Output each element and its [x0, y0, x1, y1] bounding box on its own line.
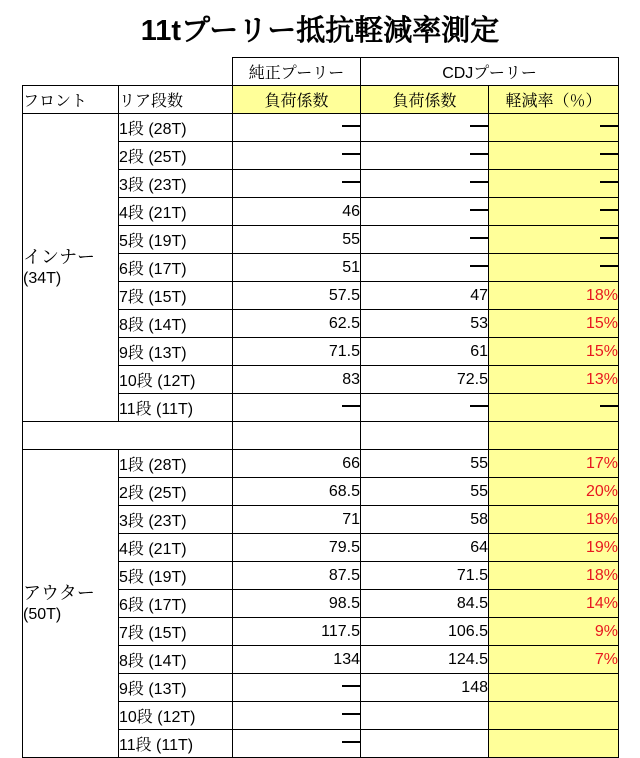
separator-left: [23, 422, 233, 450]
dash-mark: [600, 237, 618, 239]
cell-cdj-load: 84.5: [361, 590, 489, 618]
cell-reduction-rate: [489, 702, 619, 730]
cell-reduction-rate: [489, 226, 619, 254]
cell-reduction-rate: [489, 254, 619, 282]
cell-reduction-rate: 18%: [489, 282, 619, 310]
cell-junsei-load: 68.5: [233, 478, 361, 506]
cell-junsei-load: 55: [233, 226, 361, 254]
cell-junsei-load: [233, 170, 361, 198]
dash-mark: [470, 265, 488, 267]
cell-junsei-load: 66: [233, 450, 361, 478]
group-label-outer: [23, 450, 119, 758]
cell-cdj-load: [361, 254, 489, 282]
cell-rear-stage: 11段 (11T): [119, 394, 233, 422]
cell-cdj-load: [361, 226, 489, 254]
dash-mark: [342, 125, 360, 127]
cell-rear-stage: 2段 (25T): [119, 478, 233, 506]
cell-junsei-load: 46: [233, 198, 361, 226]
cell-rear-stage: 6段 (17T): [119, 254, 233, 282]
cell-reduction-rate: 18%: [489, 562, 619, 590]
cell-reduction-rate: 15%: [489, 310, 619, 338]
cell-cdj-load: [361, 142, 489, 170]
column-header-reduction: 軽減率（％）: [489, 86, 619, 114]
cell-cdj-load: [361, 730, 489, 758]
cell-reduction-rate: [489, 170, 619, 198]
cell-rear-stage: 1段 (28T): [119, 114, 233, 142]
cell-junsei-load: 87.5: [233, 562, 361, 590]
cell-reduction-rate: 15%: [489, 338, 619, 366]
column-header-cdj-load: 負荷係数: [361, 86, 489, 114]
table-group-header-row: [23, 58, 619, 86]
cell-cdj-load: [361, 394, 489, 422]
cell-reduction-rate: 9%: [489, 618, 619, 646]
column-header-front: フロント: [23, 86, 119, 114]
cell-rear-stage: 3段 (23T): [119, 170, 233, 198]
cell-rear-stage: 8段 (14T): [119, 310, 233, 338]
table-row: [23, 450, 619, 478]
cell-cdj-load: 53: [361, 310, 489, 338]
group-label-sub: (34T): [23, 269, 62, 287]
dash-mark: [600, 125, 618, 127]
measurement-table: [22, 57, 619, 758]
column-header-rear: リア段数: [119, 86, 233, 114]
cell-reduction-rate: [489, 730, 619, 758]
dash-mark: [470, 181, 488, 183]
dash-mark: [342, 181, 360, 183]
cell-reduction-rate: 13%: [489, 366, 619, 394]
cell-junsei-load: [233, 114, 361, 142]
cell-rear-stage: 2段 (25T): [119, 142, 233, 170]
dash-mark: [342, 153, 360, 155]
group-separator-row: [23, 422, 619, 450]
cell-junsei-load: 117.5: [233, 618, 361, 646]
cell-cdj-load: 55: [361, 478, 489, 506]
dash-mark: [600, 153, 618, 155]
group-header-junsei: 純正プーリー: [233, 58, 361, 86]
group-label-inner: [23, 114, 119, 422]
cell-junsei-load: 134: [233, 646, 361, 674]
cell-rear-stage: 1段 (28T): [119, 450, 233, 478]
cell-cdj-load: [361, 198, 489, 226]
dash-mark: [600, 209, 618, 211]
cell-reduction-rate: [489, 198, 619, 226]
cell-cdj-load: 72.5: [361, 366, 489, 394]
measurement-table-container: [0, 57, 640, 758]
page-title: 11tプーリー抵抗軽減率測定: [140, 15, 500, 47]
cell-reduction-rate: [489, 394, 619, 422]
dash-mark: [600, 265, 618, 267]
table-column-header-row: [23, 86, 619, 114]
dash-mark: [470, 209, 488, 211]
cell-reduction-rate: 20%: [489, 478, 619, 506]
cell-reduction-rate: 17%: [489, 450, 619, 478]
cell-rear-stage: 11段 (11T): [119, 730, 233, 758]
cell-junsei-load: [233, 394, 361, 422]
group-label-main: インナー: [23, 247, 95, 268]
cell-cdj-load: 58: [361, 506, 489, 534]
dash-mark: [470, 237, 488, 239]
cell-cdj-load: [361, 702, 489, 730]
cell-cdj-load: 61: [361, 338, 489, 366]
cell-cdj-load: 124.5: [361, 646, 489, 674]
cell-junsei-load: 51: [233, 254, 361, 282]
cell-reduction-rate: 18%: [489, 506, 619, 534]
cell-rear-stage: 3段 (23T): [119, 506, 233, 534]
cell-cdj-load: 106.5: [361, 618, 489, 646]
cell-rear-stage: 7段 (15T): [119, 618, 233, 646]
cell-cdj-load: 148: [361, 674, 489, 702]
cell-junsei-load: [233, 702, 361, 730]
dash-mark: [342, 713, 360, 715]
dash-mark: [470, 125, 488, 127]
group-header-cdj: CDJプーリー: [361, 58, 619, 86]
cell-junsei-load: 71.5: [233, 338, 361, 366]
cell-junsei-load: 62.5: [233, 310, 361, 338]
cell-rear-stage: 5段 (19T): [119, 562, 233, 590]
cell-reduction-rate: [489, 674, 619, 702]
separator-cdj: [361, 422, 489, 450]
cell-junsei-load: [233, 674, 361, 702]
cell-junsei-load: [233, 730, 361, 758]
dash-mark: [342, 741, 360, 743]
column-header-junsei-load: 負荷係数: [233, 86, 361, 114]
cell-rear-stage: 10段 (12T): [119, 702, 233, 730]
cell-rear-stage: 7段 (15T): [119, 282, 233, 310]
cell-cdj-load: [361, 170, 489, 198]
cell-junsei-load: 98.5: [233, 590, 361, 618]
dash-mark: [342, 405, 360, 407]
cell-reduction-rate: [489, 142, 619, 170]
cell-cdj-load: [361, 114, 489, 142]
cell-cdj-load: 55: [361, 450, 489, 478]
separator-junsei: [233, 422, 361, 450]
cell-junsei-load: 79.5: [233, 534, 361, 562]
cell-rear-stage: 8段 (14T): [119, 646, 233, 674]
cell-cdj-load: 64: [361, 534, 489, 562]
header-spacer: [23, 58, 233, 86]
cell-rear-stage: 5段 (19T): [119, 226, 233, 254]
separator-reduction: [489, 422, 619, 450]
cell-reduction-rate: 19%: [489, 534, 619, 562]
cell-cdj-load: 71.5: [361, 562, 489, 590]
cell-reduction-rate: 14%: [489, 590, 619, 618]
group-label-main: アウター: [23, 583, 95, 604]
table-row: [23, 114, 619, 142]
dash-mark: [470, 405, 488, 407]
dash-mark: [600, 181, 618, 183]
cell-reduction-rate: [489, 114, 619, 142]
dash-mark: [342, 685, 360, 687]
cell-rear-stage: 9段 (13T): [119, 338, 233, 366]
cell-cdj-load: 47: [361, 282, 489, 310]
cell-junsei-load: 83: [233, 366, 361, 394]
group-label-sub: (50T): [23, 605, 62, 623]
cell-rear-stage: 4段 (21T): [119, 198, 233, 226]
dash-mark: [600, 405, 618, 407]
cell-rear-stage: 6段 (17T): [119, 590, 233, 618]
cell-reduction-rate: 7%: [489, 646, 619, 674]
cell-junsei-load: 71: [233, 506, 361, 534]
cell-junsei-load: 57.5: [233, 282, 361, 310]
cell-rear-stage: 10段 (12T): [119, 366, 233, 394]
cell-junsei-load: [233, 142, 361, 170]
cell-rear-stage: 9段 (13T): [119, 674, 233, 702]
cell-rear-stage: 4段 (21T): [119, 534, 233, 562]
dash-mark: [470, 153, 488, 155]
